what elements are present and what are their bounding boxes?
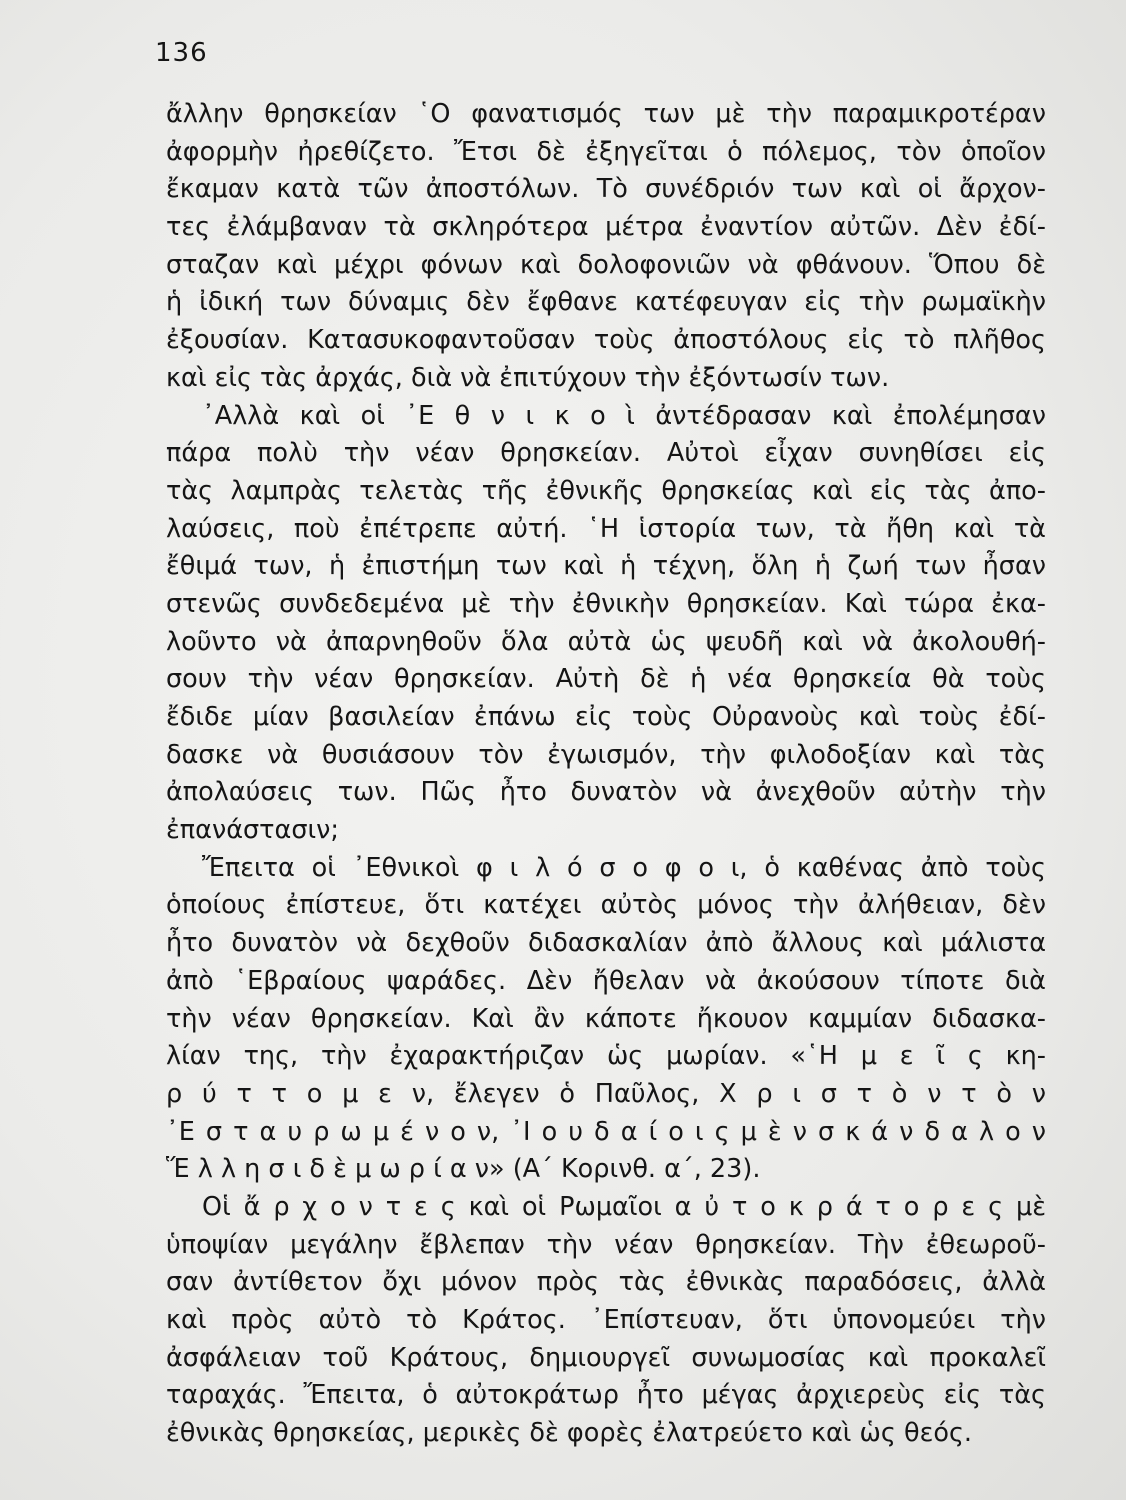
text-line: Οἱ ἄ ρ χ ο ν τ ε ς καὶ οἱ Ρωμαῖοι α ὐ τ ο κ ρ ά τ ο ρ ε ς μὲ [202,1191,1046,1222]
text-line: τὰς λαμπρὰς τελετὰς τῆς ἐθνικῆς θρησκείας καὶ εἰς τὰς ἀπο- [166,475,1046,506]
text-line: ἦτο δυνατὸν νὰ δεχθοῦν διδασκαλίαν ἀπὸ ἄλλους καὶ μάλιστα [166,928,1046,959]
text-line: καὶ εἰς τὰς ἀρχάς, διὰ νὰ ἐπιτύχουν τὴν ἐξόντωσίν των. [166,362,890,393]
text-line: λοῦντο νὰ ἀπαρνηθοῦν ὅλα αὐτὰ ὡς ψευδῆ καὶ νὰ ἀκολουθή- [166,626,1046,657]
text-line: καὶ πρὸς αὐτὸ τὸ Κράτος. ᾿Επίστευαν, ὅτι ὑπονομεύει τὴν [166,1305,1046,1335]
body-text [166,96,1046,1453]
text-line: ᾿Αλλὰ καὶ οἱ ᾿Ε θ ν ι κ ο ὶ ἀντέδρασαν καὶ ἐπολέμησαν [202,400,1046,431]
text-line: σαν ἀντίθετον ὄχι μόνον πρὸς τὰς ἐθνικὰς παραδόσεις, ἀλλὰ [166,1267,1046,1298]
text-line: σταζαν καὶ μέχρι φόνων καὶ δολοφονιῶν νὰ φθάνουν. Ὅπου δὲ [166,249,1046,280]
text-line: ἡ ἰδική των δύναμις δὲν ἔφθανε κατέφευγαν εἰς τὴν ρωμαϊκὴν [166,287,1046,318]
text-line: ᾿Ε σ τ α υ ρ ω μ έ ν ο ν, ᾿Ι ο υ δ α ί ο ι ς μ ὲ ν σ κ ά ν δ α λ ο ν [166,1116,1046,1147]
text-line: ὁποίους ἐπίστευε, ὅτι κατέχει αὐτὸς μόνος τὴν ἀλήθειαν, δὲν [166,890,1046,921]
text-line: ἐπανάστασιν; [166,815,339,846]
text-line: σουν τὴν νέαν θρησκείαν. Αὐτὴ δὲ ἡ νέα θρησκεία θὰ τοὺς [166,664,1046,695]
text-line: ἀφορμὴν ἠρεθίζετο. Ἔτσι δὲ ἐξηγεῖται ὁ πόλεμος, τὸν ὁποῖον [166,136,1046,167]
text-line: πάρα πολὺ τὴν νέαν θρησκείαν. Αὐτοὶ εἶχαν συνηθίσει εἰς [166,438,1046,469]
text-line: Ἕ λ λ η σ ι δ ὲ μ ω ρ ί α ν» (Α΄ Κορινθ. α΄, 23). [166,1154,761,1185]
text-line: στενῶς συνδεδεμένα μὲ τὴν ἐθνικὴν θρησκείαν. Καὶ τώρα ἐκα- [166,588,1046,619]
text-line: ἔθιμά των, ἡ ἐπιστήμη των καὶ ἡ τέχνη, ὅλη ἡ ζωή των ἦσαν [166,551,1046,582]
text-line: ἀπὸ ῾Εβραίους ψαράδες. Δὲν ἤθελαν νὰ ἀκούσουν τίποτε διὰ [166,965,1046,996]
text-line: τες ἐλάμβαναν τὰ σκληρότερα μέτρα ἐναντίον αὐτῶν. Δὲν ἐδί- [166,212,1046,243]
text-line: ἀσφάλειαν τοῦ Κράτους, δημιουργεῖ συνωμοσίας καὶ προκαλεῖ [166,1342,1046,1373]
text-line: τὴν νέαν θρησκείαν. Καὶ ἂν κάποτε ἤκουον καμμίαν διδασκα- [166,1003,1046,1034]
text-line: ρ ύ τ τ ο μ ε ν, ἔλεγεν ὁ Παῦλος, Χ ρ ι σ τ ὸ ν τ ὸ ν [166,1078,1046,1109]
text-line: ἔκαμαν κατὰ τῶν ἀποστόλων. Τὸ συνέδριόν των καὶ οἱ ἄρχον- [166,174,1046,205]
page-number: 136 [155,38,208,68]
text-line: ἄλλην θρησκείαν ῾Ο φανατισμός των μὲ τὴν παραμικροτέραν [166,99,1046,129]
text-line: λαύσεις, ποὺ ἐπέτρεπε αὐτή. ῾Η ἱστορία των, τὰ ἤθη καὶ τὰ [166,513,1046,544]
text-line: ἀπολαύσεις των. Πῶς ἦτο δυνατὸν νὰ ἀνεχθοῦν αὐτὴν τὴν [166,777,1046,808]
text-line: ἐθνικὰς θρησκείας, μερικὲς δὲ φορὲς ἐλατρεύετο καὶ ὡς θεός. [166,1418,973,1449]
text-line: Ἔπειτα οἱ ᾿Εθνικοὶ φ ι λ ό σ ο φ ο ι, ὁ καθένας ἀπὸ τοὺς [202,852,1046,883]
text-line: ἐξουσίαν. Κατασυκοφαντοῦσαν τοὺς ἀποστόλους εἰς τὸ πλῆθος [166,325,1046,356]
text-line: ἔδιδε μίαν βασιλείαν ἐπάνω εἰς τοὺς Οὐρανοὺς καὶ τοὺς ἐδί- [166,702,1046,732]
text-line: δασκε νὰ θυσιάσουν τὸν ἐγωισμόν, τὴν φιλοδοξίαν καὶ τὰς [166,739,1046,770]
text-line: ὑποψίαν μεγάλην ἔβλεπαν τὴν νέαν θρησκείαν. Τὴν ἐθεωροῦ- [166,1229,1046,1260]
text-line: λίαν της, τὴν ἐχαρακτήριζαν ὡς μωρίαν. «῾Η μ ε ῖ ς κη- [166,1041,1046,1072]
text-line: ταραχάς. Ἔπειτα, ὁ αὐτοκράτωρ ἦτο μέγας ἀρχιερεὺς εἰς τὰς [166,1380,1046,1411]
